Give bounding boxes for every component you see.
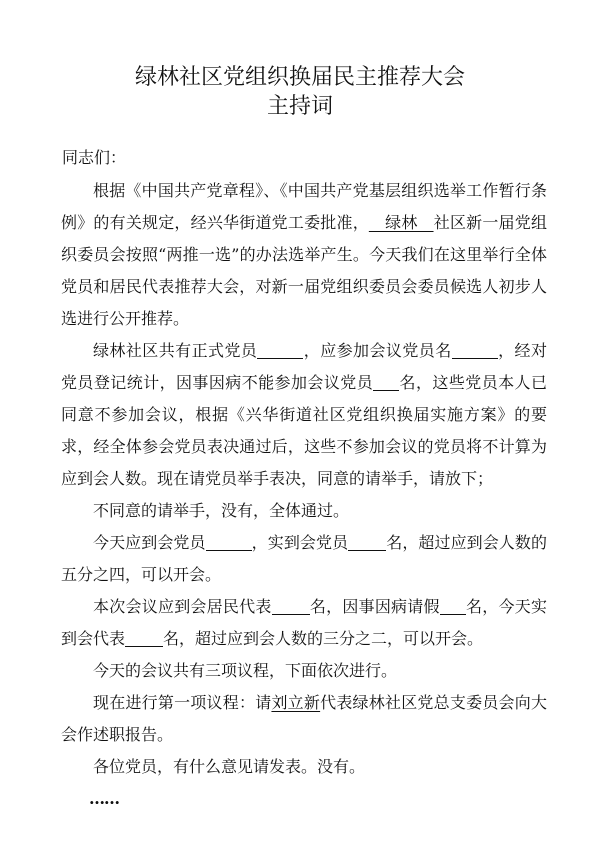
paragraph-6: 今天的会议共有三项议程，下面依次进行。 xyxy=(93,661,398,680)
paragraph-4 xyxy=(61,527,547,591)
blank-actual-attendance xyxy=(348,532,386,551)
community-name: __绿林__ xyxy=(368,213,434,232)
greeting: 同志们： xyxy=(62,148,127,167)
paragraph-5-text-c: 名，今天实到会代表 xyxy=(61,597,547,648)
paragraph-2-text-d: 名，这些党员本人已同意不参加会议，根据《兴华街道社区党组织换届实施方案》的要求，经全体参会党员表决通过后，这些不参加会议的党员将不计算为应到会人数。现在请党员举手表决，同意的请举手，请放下； xyxy=(61,373,547,488)
blank-resident-representatives xyxy=(272,596,310,615)
paragraph-7 xyxy=(61,687,547,751)
paragraph-8: 各位党员，有什么意见请发表。没有。 xyxy=(93,757,366,776)
paragraph-1 xyxy=(61,175,547,335)
document-subtitle: 主持词 xyxy=(266,94,333,119)
blank-expected-members xyxy=(452,340,498,359)
paragraph-3: 不同意的请举手，没有，全体通过。 xyxy=(93,501,350,520)
paragraph-5-text-d: 名，超过应到会人数的三分之二，可以开会。 xyxy=(163,629,484,648)
paragraph-4-text-a: 今天应到会党员 xyxy=(93,533,206,552)
blank-formal-members xyxy=(257,340,303,359)
paragraph-4-text-b: ，实到会党员 xyxy=(251,533,349,552)
paragraph-1-text-a: 根据《中国共产党章程》、《中国共产党基层组织选举工作暂行条例》的有关规定，经兴华街道党工委批准， xyxy=(61,181,547,232)
blank-actual-representatives xyxy=(125,628,163,647)
blank-expected-attendance xyxy=(206,532,252,551)
paragraph-7-text-a: 现在进行第一项议程：请 xyxy=(93,693,272,712)
paragraph-2-text-c: ，经对党员登记统计，因事因病不能参加会议党员 xyxy=(61,341,547,392)
document-body xyxy=(61,175,547,815)
reporter-name: 刘立新 xyxy=(271,693,321,712)
paragraph-5 xyxy=(61,591,547,655)
paragraph-5-text-a: 本次会议应到会居民代表 xyxy=(93,597,272,616)
paragraph-2-text-a: 绿林社区共有正式党员 xyxy=(93,341,258,360)
paragraph-5-text-b: 名，因事因病请假 xyxy=(309,597,440,616)
paragraph-2-text-b: ，应参加会议党员名 xyxy=(303,341,452,360)
blank-absent-members xyxy=(373,372,399,391)
continuation-ellipsis: …… xyxy=(89,789,119,808)
document-title: 绿林社区党组织换届民主推荐大会 xyxy=(134,65,465,90)
paragraph-4-text-c: 名，超过应到会人数的五分之四，可以开会。 xyxy=(61,533,547,584)
paragraph-1-text-b: 社区新一届党组织委员会按照“两推一选”的办法选举产生。今天我们在这里举行全体党员和居民代表推荐大会，对新一届党组织委员会委员候选人初步人选进行公开推荐。 xyxy=(61,213,547,328)
paragraph-7-text-b: 代表绿林社区党总支委员会向大会作述职报告。 xyxy=(61,693,547,744)
blank-leave-count xyxy=(440,596,466,615)
paragraph-2 xyxy=(61,335,547,495)
